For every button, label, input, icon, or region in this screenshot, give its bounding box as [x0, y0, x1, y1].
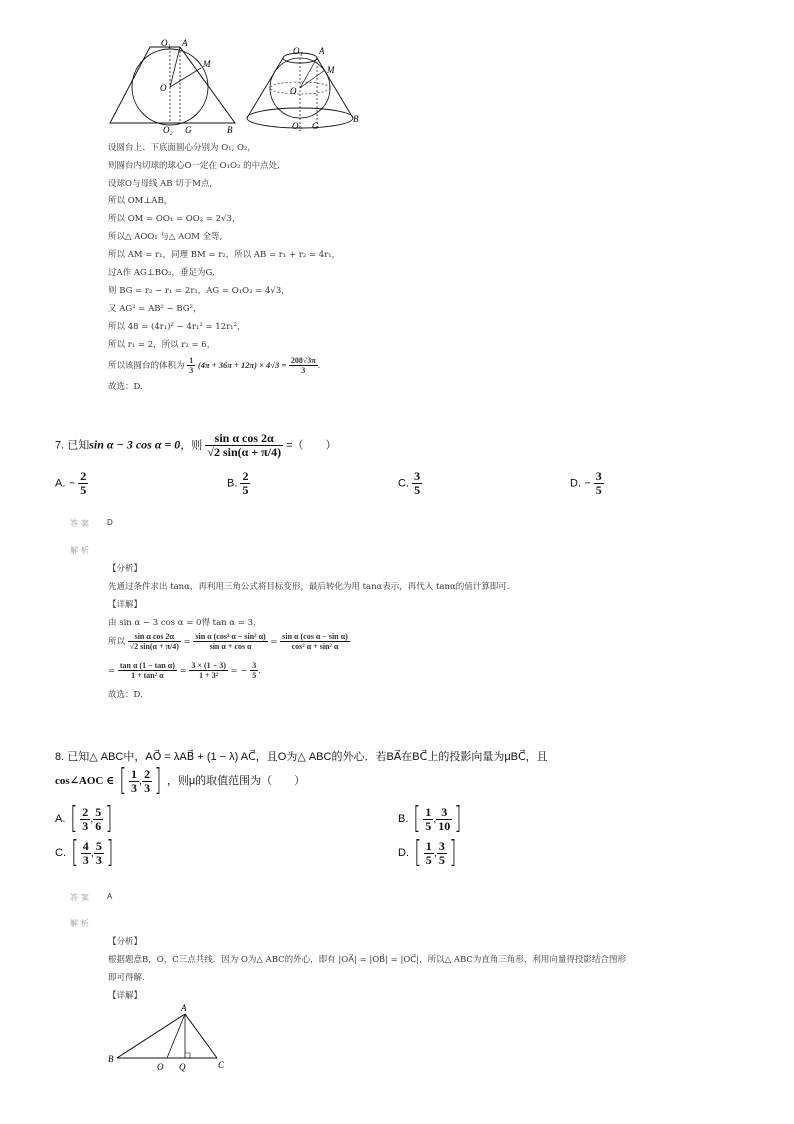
frac-den: 6: [95, 818, 102, 833]
fig2-label-m: M: [327, 65, 335, 75]
frac-num: 5: [95, 804, 102, 819]
q7-step2: 所以 $\frac{\text{sin α cos 2α}}{√2 \sin(\alpha + \pi/4)}$ = $\frac{\text{sin α (cos² α − sin² α)}}{\text{sin α + cos α}}$ = $\frac{\text{sin α (cos α − sin α)}}{\text{cos² α + sin² α}}$: [108, 632, 348, 651]
q7-suffix: =（ ）: [286, 439, 337, 452]
left-bracket: [: [70, 801, 78, 836]
frac-num: sin α cos 2α: [128, 632, 181, 642]
frac-den: 5: [414, 483, 421, 497]
fig1-label-o2: O₂: [163, 125, 173, 135]
right-bracket: ]: [454, 801, 462, 836]
frac-den: 5: [425, 852, 432, 867]
q6-line-4: 所以 OM⊥AB，: [108, 196, 173, 206]
option-letter: D.: [570, 477, 581, 490]
frac-den: 3: [82, 852, 89, 867]
q8-stem-line2: cos∠AOC ∈ [ $\frac{1}{3}$ , $\frac{2}{3}$ ] ，则μ的取值范围为（ ）: [55, 763, 306, 798]
q6-line-1: 设圆台上、下底面圆心分别为 O₁, O₂，: [108, 143, 256, 153]
tri-label-o: O: [157, 1062, 164, 1072]
frac-num: 3: [252, 661, 257, 670]
q7-fenxi-text: 先通过条件求出 tanα，再利用三角公式将目标变形，最后转化为用 tanα表示，再代入 tanα的值计算即可.: [108, 582, 510, 592]
q8-interval-a: [129, 768, 139, 795]
frac-num: 2: [144, 766, 151, 781]
q7-stem: [55, 432, 337, 459]
frac-num: 5: [95, 838, 102, 853]
option-frac-b: [436, 806, 452, 833]
option-sign: −: [584, 477, 591, 490]
q6-line-10: 又 AG² = AB² − BG²，: [108, 304, 202, 314]
frac-num: 3: [595, 469, 602, 483]
q6-volume-prefix: 所以该圆台的体积为: [108, 361, 185, 371]
q7-step3-frac1: [118, 661, 177, 680]
tri-label-c: C: [218, 1060, 225, 1070]
q6-line-5: 所以 OM = OO₁ = OO₂ = 2√3，: [108, 214, 241, 224]
frac-num: 4: [82, 838, 89, 853]
q7-step3-frac2: [189, 661, 227, 680]
frac-den: 3: [144, 780, 151, 795]
q8-stem-suffix: ，则μ的取值范围为（ ）: [166, 774, 306, 787]
right-bracket: ]: [154, 763, 162, 798]
frac-den: 1 + 3²: [199, 671, 219, 680]
q7-step3-result: [250, 661, 258, 680]
frac-num: 2: [80, 469, 87, 483]
frac-num: sin α (cos α − sin α): [282, 632, 348, 641]
fig2-label-g: G: [312, 121, 319, 131]
frac-den: 3: [82, 818, 89, 833]
option-letter: A.: [55, 477, 66, 490]
left-bracket: [: [71, 835, 79, 870]
option-letter: A.: [55, 812, 66, 825]
tri-label-q: Q: [179, 1062, 186, 1072]
q7-condition: sin α − 3 cos α = 0: [89, 437, 181, 452]
option-sign: −: [68, 477, 76, 490]
frac-den: √2 sin(α + π/4): [129, 642, 179, 651]
option-frac-a: [81, 840, 91, 867]
right-bracket: ]: [106, 835, 114, 870]
right-bracket: ]: [105, 801, 113, 836]
option-fraction: [412, 470, 422, 497]
q8-answer-label: 答案: [70, 893, 92, 902]
q8-option-b[interactable]: B. [ $\frac{1}{5}$ , $\frac{3}{10}$ ]: [398, 801, 462, 836]
q8-interval-b: [142, 768, 152, 795]
q6-line-2: 则圆台内切球的球心O一定在 O₁O₂ 的中点处,: [108, 161, 280, 171]
frac-den: 5: [438, 852, 445, 867]
option-frac-a: [424, 840, 434, 867]
fig1-label-o: O: [160, 83, 167, 93]
option-fraction: [240, 470, 250, 497]
fig1-label-g: G: [185, 125, 192, 135]
q7-step1: 由 sin α − 3 cos α = 0得 tan α = 3，: [108, 618, 262, 628]
q8-fenxi-line2: 即可得解.: [108, 973, 145, 983]
frac-num: 1: [131, 766, 137, 781]
frac-num: tan α (1 − tan α): [119, 661, 175, 670]
frac-num: 3: [436, 806, 452, 820]
frac-num: 1: [425, 804, 432, 819]
q6-line-9: 则 BG = r₂ − r₁ = 2r₁，AG = O₁O₂ = 4√3，: [108, 286, 290, 296]
q7-step2-frac2: [193, 632, 267, 651]
q8-cos-prefix: cos∠AOC ∈: [55, 774, 115, 787]
q6-volume-third: [187, 356, 195, 375]
option-fraction: [594, 470, 604, 497]
fig2-label-o: O: [290, 86, 297, 96]
q8-answer: A: [107, 892, 113, 901]
option-letter: B.: [398, 812, 409, 825]
left-bracket: [: [119, 763, 127, 798]
option-letter: C.: [398, 477, 409, 490]
q7-target-fraction: [205, 432, 283, 459]
left-bracket: [: [413, 801, 421, 836]
q6-line-7: 所以 AM = r₁，同理 BM = r₂，所以 AB = r₁ + r₂ = 4r₁，: [108, 250, 341, 260]
option-frac-b: [94, 840, 104, 867]
frac-den: 5: [252, 671, 257, 680]
fig2-label-a: A: [319, 46, 325, 56]
frac-den: 3: [189, 366, 194, 375]
fig1-label-o1: O₁: [161, 38, 171, 48]
frac-num: 208√3π: [290, 356, 316, 365]
frac-num: 1: [425, 838, 432, 853]
option-letter: C.: [55, 846, 66, 859]
frac-den: 1 + tan² α: [131, 671, 164, 680]
q7-mid: ，则: [180, 439, 203, 452]
q7-option-c[interactable]: [398, 470, 422, 497]
q7-step2-frac1: [128, 632, 181, 651]
frac-den: 5: [242, 483, 249, 497]
q7-answer: D: [107, 518, 113, 527]
q8-analysis-label: 解析: [70, 919, 92, 928]
option-frac-a: [423, 806, 433, 833]
tri-label-a: A: [181, 1003, 187, 1013]
q6-volume-line: 所以该圆台的体积为 $\frac{1}{3}$ (4π + 36π + 12π) × 4√3 = $\frac{208√3\pi}{3}$ .: [108, 356, 321, 375]
frac-den: 3: [131, 780, 137, 795]
fig2-label-b: B: [353, 114, 359, 124]
frac-den: 5: [595, 483, 602, 497]
q6-volume-result: [289, 356, 318, 375]
frac-den: 5: [80, 483, 87, 497]
tri-label-b: B: [108, 1054, 114, 1064]
q6-line-11: 所以 48 = (4r₁)² − 4r₁² = 12r₁²，: [108, 322, 246, 332]
frac-den: 10: [438, 818, 451, 833]
frac-den: 3: [301, 366, 306, 375]
fig1-label-b: B: [227, 125, 233, 135]
frac-num: sin α (cos² α − sin² α): [195, 632, 266, 641]
frac-den: 5: [425, 818, 432, 833]
trapezoid-figure: [105, 35, 245, 137]
q7-option-a[interactable]: [55, 470, 88, 497]
q6-line-12: 所以 r₁ = 2，所以 r₂ = 6，: [108, 340, 216, 350]
q7-option-b[interactable]: [227, 470, 250, 497]
fig2-label-o1: O₁: [293, 46, 303, 56]
q7-xiangjie-title: 【详解】: [108, 600, 143, 610]
q8-fenxi-title: 【分析】: [108, 937, 143, 947]
q7-step2-prefix: 所以: [108, 637, 126, 647]
q8-fenxi-line1: 根据题意B，O，C三点共线．因为 O为△ ABC的外心，即有 |OA⃗| = |OB⃗| = |OC⃗|，所以△ ABC为直角三角形，利用向量得投影结合图形: [108, 955, 626, 965]
option-letter: B.: [227, 477, 238, 490]
option-frac-b: [93, 806, 103, 833]
q7-step2-frac3: [280, 632, 350, 651]
q7-fenxi-title: 【分析】: [108, 564, 143, 574]
frac-num: 2: [242, 469, 249, 483]
fig2-label-o2: O₂: [292, 121, 302, 131]
q8-option-d[interactable]: D. [ $\frac{1}{5}$ , $\frac{3}{5}$ ]: [398, 835, 457, 870]
q8-triangle-figure: [105, 1002, 235, 1074]
q8-option-c[interactable]: C. [ $\frac{4}{3}$ , $\frac{5}{3}$ ]: [55, 835, 114, 870]
q6-line-8: 过A作 AG⊥BO₂，垂足为G,: [108, 268, 215, 278]
fig1-label-m: M: [203, 59, 211, 69]
frustum-figure: [245, 40, 365, 137]
q7-choice: 故选：D.: [108, 690, 143, 700]
q7-option-d[interactable]: [570, 470, 604, 497]
q8-xiangjie-title: 【详解】: [108, 991, 143, 1001]
frac-den: sin α + cos α: [209, 642, 252, 651]
right-bracket: ]: [449, 835, 457, 870]
q7-analysis-label: 解析: [70, 546, 92, 555]
frac-num: 1: [189, 356, 194, 365]
q7-step3: = $\frac{\text{tan α (1 − tan α)}}{\text{1 + tan² α}}$ = $\frac{3 \times (1 - 3)}{\text{1 + 3²}}$ = − $\frac{3}{5}$ .: [108, 661, 261, 680]
option-frac-b: [437, 840, 447, 867]
frac-den: 3: [95, 852, 102, 867]
frac-num: 3: [414, 469, 421, 483]
option-fraction: [78, 470, 88, 497]
frac-den: √2 sin(α + π/4): [207, 445, 282, 459]
left-bracket: [: [414, 835, 422, 870]
fig1-label-a: A: [182, 38, 188, 48]
frac-den: cos² α + sin² α: [291, 642, 339, 651]
frac-num: 2: [82, 804, 89, 819]
q8-stem-line1: 8. 已知△ ABC中，AO⃗ = λAB⃗ + (1 − λ) AC⃗，且O为△ ABC的外心．若BA⃗在BC⃗上的投影向量为μBC⃗，且: [55, 751, 548, 763]
option-frac-a: [80, 806, 90, 833]
frac-num: sin α cos 2α: [205, 432, 283, 446]
q8-option-a[interactable]: A. [ $\frac{2}{3}$ , $\frac{5}{6}$ ]: [55, 801, 113, 836]
q6-choice: 故选：D.: [108, 382, 143, 392]
frac-num: 3: [438, 838, 445, 853]
q6-line-3: 设球O与母线 AB 切于M点,: [108, 179, 213, 189]
frac-num: 3 × (1 − 3): [191, 661, 226, 670]
q6-volume-expr: (4π + 36π + 12π) × 4√3 =: [197, 360, 287, 370]
q6-line-6: 所以△ AOO₁ 与△ AOM 全等,: [108, 232, 223, 242]
q7-prefix: 7. 已知: [55, 439, 90, 452]
q7-answer-label: 答案: [70, 519, 92, 528]
option-letter: D.: [398, 846, 409, 859]
